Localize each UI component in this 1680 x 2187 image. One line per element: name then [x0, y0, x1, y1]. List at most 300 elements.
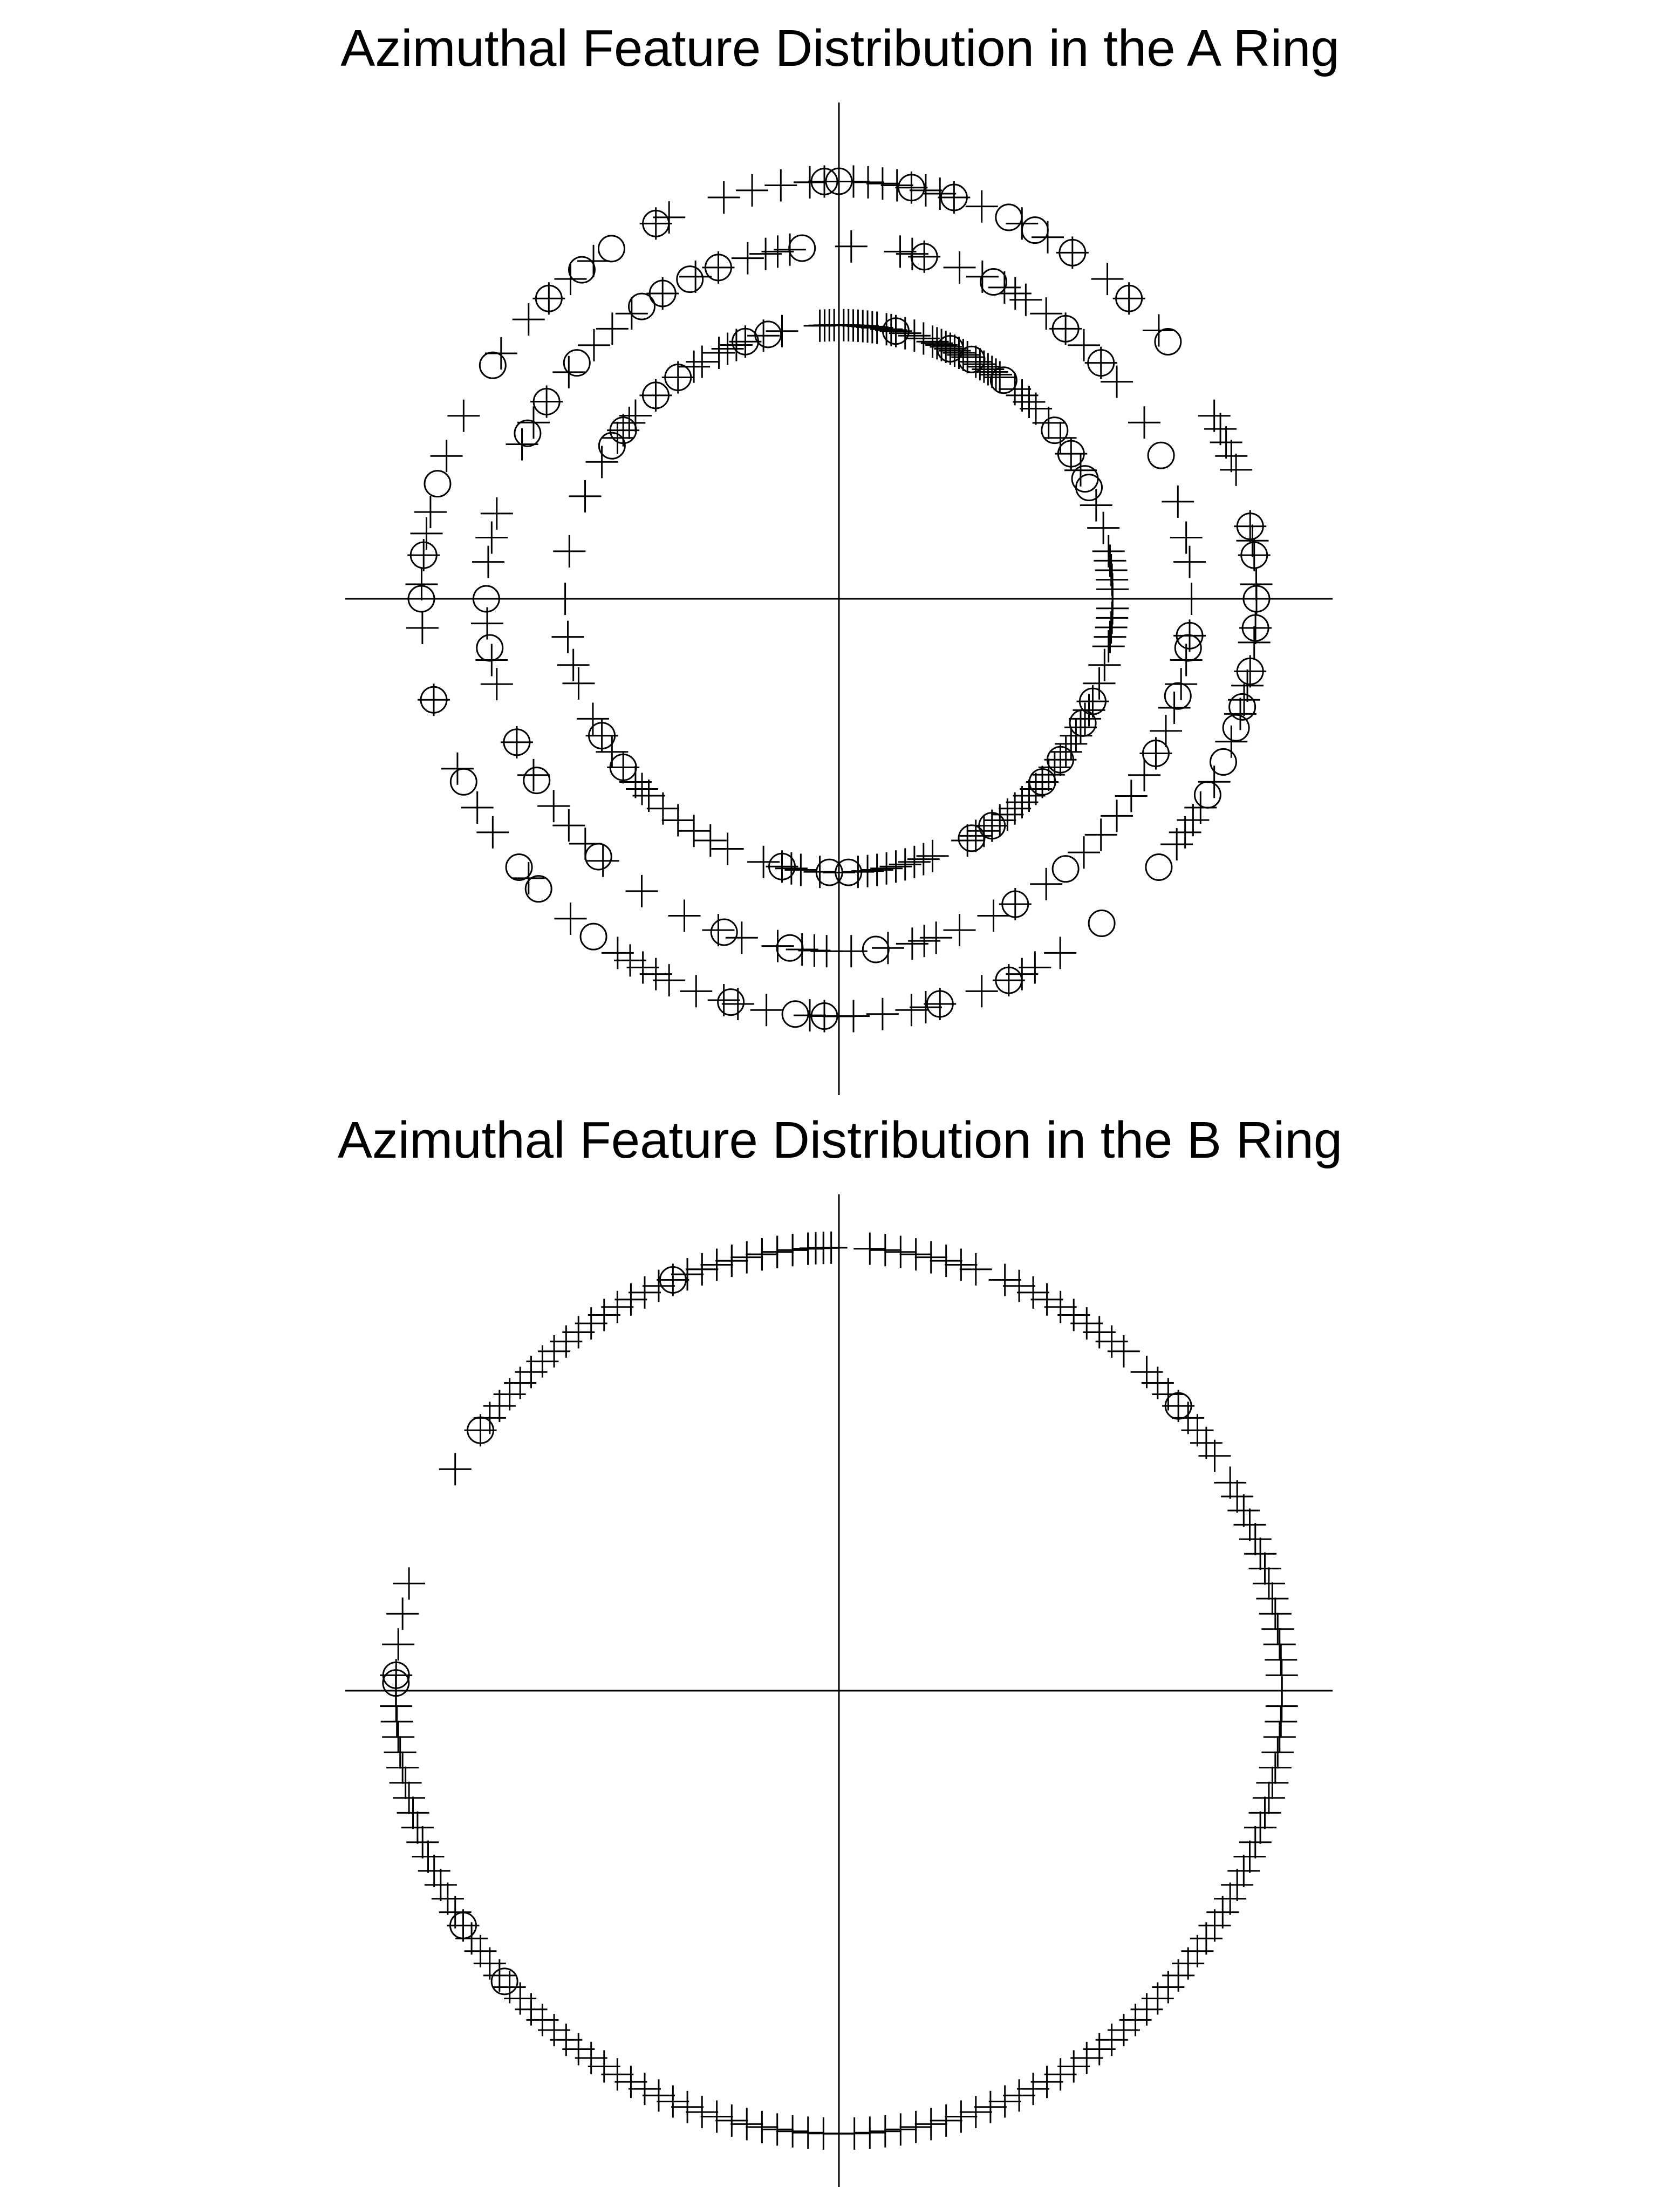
b-B-cross-marker-57 — [1256, 1767, 1288, 1799]
a-inner-cross-marker-45 — [1092, 535, 1125, 568]
a-inner-cross-marker-57 — [1083, 667, 1116, 700]
b-B-cross-marker-170 — [761, 1236, 794, 1268]
b-B-cross-marker-123 — [465, 1935, 497, 1967]
b-B-cross-marker-137 — [384, 1736, 416, 1768]
b-B-cross-marker-92 — [884, 2113, 917, 2145]
a-middle-cross-marker-18 — [1162, 486, 1194, 518]
b-B-cross-marker-130 — [412, 1841, 445, 1873]
a-outer-cross-marker-31 — [1228, 684, 1260, 716]
a-outer-circle-marker-32 — [425, 471, 450, 497]
a-outer-cross-marker-10 — [966, 190, 998, 223]
a-inner-circle-marker-8 — [1076, 475, 1102, 501]
a-inner-cross-marker-82 — [889, 848, 921, 880]
a-outer-cross-marker-13 — [1056, 236, 1089, 269]
a-inner-cross-marker-17 — [898, 319, 931, 352]
b-B-cross-marker-55 — [1261, 1736, 1294, 1768]
a-inner-cross-marker-37 — [1013, 386, 1045, 418]
a-outer-cross-marker-24 — [1238, 539, 1271, 571]
a-inner-cross-marker-23 — [934, 332, 966, 365]
a-inner-cross-marker-111 — [569, 480, 602, 512]
a-inner-cross-marker-123 — [720, 329, 753, 361]
a-outer-cross-marker-47 — [866, 998, 899, 1030]
b-B-cross-marker-60 — [1244, 1812, 1276, 1844]
a-outer-cross-marker-32 — [1224, 698, 1256, 730]
a-outer-cross-marker-80 — [653, 201, 685, 234]
a-inner-cross-marker-83 — [879, 850, 912, 883]
a-outer-cross-marker-11 — [1006, 207, 1038, 240]
a-inner-cross-marker-55 — [1092, 630, 1125, 662]
a-inner-cross-marker-53 — [1095, 611, 1128, 644]
a-outer-cross-marker-78 — [577, 245, 610, 277]
b-B-cross-marker-138 — [382, 1721, 414, 1753]
b-B-cross-marker-145 — [393, 1567, 425, 1600]
a-outer-cross-marker-33 — [1215, 726, 1247, 758]
a-middle-cross-marker-66 — [578, 329, 610, 361]
b-B-cross-marker-107 — [657, 2085, 689, 2117]
a-inner-cross-marker-104 — [586, 720, 618, 752]
a-inner-cross-marker-60 — [1069, 702, 1101, 735]
a-inner-cross-marker-84 — [870, 852, 903, 885]
a-middle-cross-marker-52 — [552, 809, 585, 842]
a-middle-circle-marker-2 — [981, 269, 1007, 295]
a-outer-cross-marker-7 — [910, 174, 942, 207]
b-B-cross-marker-168 — [730, 1241, 763, 1274]
b-B-cross-marker-93 — [869, 2115, 902, 2148]
b-B-circle-marker-2 — [491, 1969, 517, 1994]
a-outer-circle-marker-24 — [718, 989, 744, 1015]
a-outer-cross-marker-29 — [1234, 655, 1266, 687]
a-outer-cross-marker-15 — [1113, 282, 1145, 315]
a-inner-cross-marker-85 — [861, 853, 893, 886]
b-B-cross-marker-113 — [575, 2042, 607, 2074]
a-middle-cross-marker-21 — [1176, 583, 1208, 615]
a-outer-cross-marker-65 — [441, 753, 474, 785]
b-B-cross-marker-89 — [930, 2104, 962, 2137]
a-outer-cross-marker-53 — [722, 988, 754, 1020]
b-B-cross-marker-88 — [945, 2100, 977, 2133]
b-B-cross-marker-38 — [1221, 1480, 1253, 1513]
a-outer-cross-marker-82 — [736, 174, 768, 207]
b-B-cross-marker-165 — [686, 1253, 718, 1286]
a-outer-cross-marker-67 — [406, 612, 439, 644]
b-B-cross-marker-103 — [715, 2104, 748, 2137]
b-B-cross-marker-111 — [601, 2058, 633, 2090]
a-outer-circle-marker-4 — [996, 204, 1022, 230]
a-inner-circle-marker-10 — [1070, 710, 1096, 736]
a-middle-cross-marker-20 — [1173, 546, 1206, 578]
b-B-cross-marker-173 — [807, 1232, 839, 1264]
a-middle-circle-marker-18 — [477, 635, 503, 661]
a-middle-cross-marker-54 — [517, 759, 550, 791]
b-B-cross-marker-108 — [643, 2079, 675, 2111]
a-outer-cross-marker-58 — [627, 951, 659, 983]
b-B-cross-marker-156 — [562, 1316, 595, 1349]
a-outer-cross-marker-66 — [418, 684, 450, 716]
a-outer-cross-marker-64 — [461, 791, 494, 824]
b-B-cross-marker-169 — [746, 1238, 778, 1270]
b-B-cross-marker-136 — [386, 1752, 419, 1784]
b-B-cross-marker-16 — [930, 1245, 962, 1277]
b-B-cross-marker-56 — [1259, 1752, 1292, 1784]
b-B-cross-marker-53 — [1265, 1705, 1297, 1738]
b-B-cross-marker-146 — [439, 1453, 472, 1485]
a-outer-circle-marker-25 — [581, 924, 606, 949]
a-middle-cross-marker-13 — [1049, 312, 1082, 345]
a-inner-cross-marker-95 — [694, 824, 727, 857]
a-middle-cross-marker-29 — [1115, 780, 1148, 812]
a-outer-cross-marker-22 — [1234, 510, 1266, 543]
a-inner-cross-marker-56 — [1088, 649, 1121, 681]
a-outer-cross-marker-52 — [750, 994, 783, 1026]
a-inner-cross-marker-92 — [766, 850, 798, 883]
b-B-cross-marker-66 — [1206, 1896, 1239, 1929]
b-B-cross-marker-110 — [614, 2066, 647, 2098]
a-outer-circle-marker-19 — [1089, 911, 1115, 937]
b-B-cross-marker-52 — [1266, 1690, 1298, 1723]
b-B-cross-marker-62 — [1233, 1841, 1266, 1873]
b-B-cross-marker-134 — [393, 1782, 425, 1814]
b-B-cross-marker-160 — [614, 1283, 647, 1316]
a-outer-cross-marker-21 — [1220, 454, 1252, 486]
a-inner-cross-marker-69 — [1020, 773, 1052, 805]
a-inner-cross-marker-15 — [879, 315, 912, 347]
a-inner-cross-marker-54 — [1094, 621, 1126, 653]
b-B-cross-marker-87 — [960, 2096, 992, 2128]
b-B-cross-marker-42 — [1244, 1537, 1276, 1570]
b-B-cross-marker-172 — [792, 1233, 824, 1265]
a-outer-cross-marker-39 — [1044, 937, 1076, 969]
a-middle-cross-marker-15 — [1085, 347, 1117, 379]
b-B-cross-marker-144 — [386, 1597, 419, 1630]
b-B-cross-marker-125 — [447, 1909, 479, 1942]
b-B-cross-marker-158 — [588, 1298, 620, 1331]
b-B-cross-marker-143 — [382, 1628, 414, 1660]
b-B-cross-marker-84 — [1003, 2079, 1035, 2111]
a-outer-circle-marker-5 — [1022, 217, 1048, 243]
a-outer-cross-marker-8 — [924, 177, 956, 210]
b-B-cross-marker-34 — [1181, 1414, 1213, 1446]
a-outer-cross-marker-57 — [640, 958, 672, 990]
a-middle-cross-marker-60 — [475, 522, 508, 554]
b-B-cross-marker-61 — [1239, 1826, 1272, 1858]
a-middle-circle-marker-0 — [789, 235, 815, 261]
a-outer-circle-marker-36 — [598, 236, 624, 262]
a-outer-cross-marker-59 — [614, 944, 646, 976]
b-B-cross-marker-164 — [671, 1258, 704, 1290]
a-inner-cross-marker-110 — [553, 535, 585, 568]
a-inner-cross-marker-94 — [712, 833, 744, 865]
a-middle-cross-marker-0 — [732, 242, 764, 275]
b-B-cross-marker-48 — [1264, 1628, 1296, 1660]
a-inner-cross-marker-12 — [861, 312, 893, 344]
b-B-cross-marker-24 — [1057, 1298, 1090, 1331]
a-inner-cross-marker-81 — [898, 846, 931, 878]
a-middle-cross-marker-19 — [1170, 522, 1203, 554]
a-middle-circle-marker-8 — [1165, 683, 1191, 709]
a-middle-cross-marker-50 — [587, 845, 619, 877]
plot-a-ring — [0, 102, 1680, 1095]
a-outer-circle-marker-17 — [1194, 782, 1220, 808]
a-middle-cross-marker-17 — [1128, 406, 1160, 439]
b-B-cross-marker-81 — [1044, 2058, 1077, 2090]
a-middle-circle-marker-20 — [515, 420, 541, 446]
a-outer-cross-marker-6 — [895, 172, 927, 204]
a-middle-circle-marker-10 — [1053, 856, 1078, 882]
b-B-cross-marker-80 — [1057, 2051, 1090, 2083]
a-middle-cross-marker-12 — [1030, 297, 1062, 330]
a-middle-circle-marker-12 — [863, 937, 889, 962]
b-B-cross-marker-43 — [1248, 1553, 1281, 1585]
a-outer-circle-marker-18 — [1146, 855, 1172, 880]
b-B-cross-marker-49 — [1265, 1644, 1297, 1676]
b-B-cross-marker-21 — [1017, 1276, 1049, 1309]
b-B-cross-marker-98 — [792, 2116, 824, 2149]
a-middle-cross-marker-53 — [537, 790, 570, 822]
a-outer-cross-marker-5 — [881, 169, 913, 202]
a-middle-cross-marker-48 — [668, 899, 700, 932]
b-B-cross-marker-39 — [1227, 1494, 1260, 1527]
b-B-cross-marker-127 — [432, 1883, 464, 1915]
b-B-cross-marker-135 — [390, 1767, 422, 1799]
b-B-cross-marker-59 — [1248, 1796, 1281, 1829]
a-middle-circle-marker-25 — [677, 266, 703, 292]
a-middle-circle-marker-13 — [777, 935, 803, 961]
b-B-cross-marker-147 — [465, 1414, 497, 1446]
b-B-cross-marker-68 — [1190, 1922, 1223, 1954]
a-middle-circle-marker-16 — [524, 768, 550, 794]
plot-b-ring — [0, 1194, 1680, 2187]
b-B-cross-marker-63 — [1227, 1855, 1260, 1887]
b-B-cross-marker-79 — [1070, 2042, 1103, 2074]
a-inner-cross-marker-107 — [557, 649, 590, 681]
a-inner-cross-marker-90 — [784, 853, 817, 886]
a-inner-cross-marker-43 — [1080, 489, 1112, 521]
a-outer-cross-marker-44 — [924, 988, 956, 1020]
a-inner-cross-marker-42 — [1064, 454, 1097, 487]
a-middle-circle-marker-15 — [585, 844, 611, 870]
b-B-cross-marker-102 — [730, 2108, 763, 2140]
b-B-cross-marker-47 — [1261, 1613, 1294, 1645]
b-B-cross-marker-64 — [1221, 1869, 1253, 1901]
b-B-cross-marker-139 — [381, 1705, 413, 1738]
a-outer-cross-marker-46 — [895, 994, 927, 1026]
b-B-cross-marker-166 — [701, 1249, 733, 1281]
b-B-cross-marker-85 — [989, 2085, 1021, 2117]
a-outer-cross-marker-71 — [414, 496, 447, 528]
b-B-cross-marker-17 — [945, 1249, 977, 1281]
a-middle-circle-marker-14 — [711, 919, 737, 945]
b-B-cross-marker-23 — [1044, 1291, 1077, 1323]
a-middle-cross-marker-3 — [835, 230, 868, 263]
a-inner-cross-marker-79 — [917, 840, 949, 872]
b-B-cross-marker-40 — [1233, 1508, 1266, 1541]
b-B-cross-marker-129 — [418, 1855, 450, 1887]
a-inner-cross-marker-109 — [549, 583, 582, 615]
b-B-cross-marker-44 — [1253, 1567, 1285, 1600]
b-B-cross-marker-46 — [1259, 1597, 1292, 1630]
b-B-cross-marker-161 — [629, 1276, 661, 1309]
chart-title-a-ring: Azimuthal Feature Distribution in the A Ring — [340, 19, 1340, 77]
b-B-cross-marker-22 — [1031, 1283, 1063, 1316]
b-B-cross-marker-82 — [1031, 2066, 1063, 2098]
b-B-cross-marker-101 — [746, 2111, 778, 2143]
b-B-cross-marker-91 — [900, 2111, 932, 2143]
b-B-cross-marker-86 — [974, 2091, 1007, 2123]
b-B-cross-marker-90 — [915, 2108, 947, 2140]
a-outer-cross-marker-68 — [405, 568, 438, 600]
a-inner-cross-marker-44 — [1087, 512, 1119, 544]
a-outer-cross-marker-45 — [910, 991, 942, 1023]
a-inner-cross-marker-80 — [907, 843, 940, 876]
b-B-cross-marker-114 — [562, 2033, 595, 2065]
a-outer-cross-marker-73 — [447, 400, 480, 432]
a-middle-cross-marker-56 — [481, 668, 513, 700]
b-B-cross-marker-69 — [1181, 1935, 1213, 1967]
a-inner-cross-marker-93 — [747, 846, 780, 878]
b-B-cross-marker-36 — [1199, 1440, 1231, 1472]
a-outer-cross-marker-54 — [708, 984, 740, 1016]
a-inner-cross-marker-99 — [633, 780, 665, 812]
a-inner-cross-marker-52 — [1096, 602, 1128, 634]
a-middle-cross-marker-64 — [530, 386, 563, 418]
a-outer-cross-marker-26 — [1240, 583, 1273, 615]
a-middle-cross-marker-46 — [726, 921, 758, 954]
a-inner-circle-marker-14 — [959, 825, 985, 851]
b-B-cross-marker-162 — [643, 1270, 675, 1302]
b-B-cross-marker-11 — [853, 1233, 886, 1265]
a-inner-cross-marker-47 — [1095, 554, 1128, 586]
b-B-cross-marker-112 — [588, 2051, 620, 2083]
b-B-cross-marker-37 — [1214, 1466, 1246, 1499]
a-middle-cross-marker-14 — [1068, 329, 1100, 361]
a-inner-cross-marker-106 — [562, 667, 595, 700]
a-outer-cross-marker-81 — [708, 181, 740, 214]
a-middle-cross-marker-33 — [1030, 868, 1062, 900]
b-B-cross-marker-25 — [1070, 1307, 1103, 1339]
b-B-cross-marker-58 — [1253, 1782, 1285, 1814]
a-middle-cross-marker-71 — [702, 251, 734, 284]
b-B-cross-marker-109 — [629, 2073, 661, 2105]
b-B-cross-marker-14 — [900, 1238, 932, 1270]
b-B-cross-marker-15 — [915, 1241, 947, 1274]
a-outer-cross-marker-83 — [764, 169, 797, 202]
a-outer-cross-marker-69 — [407, 539, 440, 571]
a-middle-cross-marker-55 — [501, 726, 533, 758]
b-B-cross-marker-35 — [1190, 1427, 1223, 1459]
a-inner-cross-marker-89 — [804, 856, 836, 888]
b-B-cross-marker-12 — [869, 1234, 902, 1266]
a-outer-cross-marker-41 — [1006, 958, 1038, 990]
b-B-cross-marker-106 — [671, 2091, 704, 2123]
b-B-cross-marker-104 — [701, 2100, 733, 2133]
a-middle-cross-marker-31 — [1085, 818, 1117, 851]
a-inner-circle-marker-5 — [1042, 418, 1068, 443]
b-B-cross-marker-67 — [1199, 1909, 1231, 1942]
a-outer-cross-marker-40 — [1019, 951, 1051, 983]
a-inner-cross-marker-18 — [907, 322, 940, 354]
a-inner-cross-marker-114 — [607, 414, 639, 447]
a-inner-cross-marker-59 — [1073, 694, 1105, 726]
a-inner-cross-marker-112 — [586, 446, 618, 478]
a-inner-cross-marker-126 — [766, 315, 798, 347]
b-B-cross-marker-171 — [776, 1234, 809, 1266]
b-B-cross-marker-54 — [1264, 1721, 1296, 1753]
a-middle-cross-marker-70 — [679, 261, 712, 293]
a-outer-cross-marker-4 — [866, 167, 899, 200]
a-outer-cross-marker-16 — [1143, 314, 1175, 346]
a-outer-cross-marker-9 — [938, 181, 970, 214]
a-middle-cross-marker-59 — [472, 546, 504, 578]
b-B-cross-marker-18 — [960, 1253, 992, 1286]
a-inner-cross-marker-77 — [960, 819, 992, 852]
a-inner-cross-marker-108 — [552, 621, 584, 653]
b-B-cross-marker-19 — [989, 1264, 1021, 1296]
b-B-cross-marker-100 — [761, 2113, 794, 2145]
a-middle-cross-marker-16 — [1101, 366, 1133, 398]
b-B-cross-marker-167 — [715, 1245, 748, 1277]
a-middle-cross-marker-67 — [596, 312, 629, 345]
b-B-cross-marker-13 — [884, 1236, 917, 1268]
b-B-cross-marker-105 — [686, 2096, 718, 2128]
a-middle-cross-marker-26 — [1150, 715, 1182, 747]
a-outer-cross-marker-62 — [513, 862, 545, 894]
b-B-cross-marker-45 — [1256, 1582, 1288, 1615]
b-B-cross-marker-97 — [807, 2117, 839, 2150]
b-B-cross-marker-128 — [425, 1869, 457, 1901]
b-B-cross-marker-159 — [601, 1291, 633, 1323]
a-outer-cross-marker-79 — [640, 207, 672, 240]
a-middle-cross-marker-49 — [626, 875, 658, 907]
axes-b-ring — [345, 1194, 1333, 2187]
a-middle-cross-marker-30 — [1101, 799, 1133, 832]
b-B-cross-marker-83 — [1017, 2073, 1049, 2105]
a-middle-cross-marker-32 — [1068, 836, 1100, 869]
a-inner-cross-marker-36 — [1006, 379, 1039, 412]
b-B-cross-marker-131 — [406, 1826, 439, 1858]
a-middle-cross-marker-47 — [702, 914, 734, 946]
b-B-cross-marker-41 — [1239, 1523, 1272, 1555]
a-outer-cross-marker-63 — [476, 816, 509, 849]
a-inner-circle-marker-0 — [755, 322, 781, 347]
a-outer-cross-marker-30 — [1231, 669, 1264, 702]
a-outer-circle-marker-26 — [525, 876, 551, 902]
chart-title-b-ring: Azimuthal Feature Distribution in the B Ring — [337, 1111, 1343, 1169]
b-B-cross-marker-99 — [776, 2115, 809, 2148]
a-inner-cross-marker-46 — [1094, 544, 1126, 577]
a-inner-cross-marker-22 — [930, 331, 962, 363]
b-B-cross-marker-78 — [1083, 2033, 1116, 2065]
b-B-cross-marker-65 — [1214, 1883, 1246, 1915]
a-middle-circle-marker-5 — [1148, 442, 1174, 468]
a-inner-cross-marker-105 — [577, 702, 609, 735]
a-outer-circle-marker-16 — [1210, 749, 1236, 775]
a-inner-cross-marker-122 — [712, 332, 744, 365]
a-middle-cross-marker-7 — [944, 251, 976, 284]
a-outer-cross-marker-27 — [1239, 612, 1272, 644]
a-outer-circle-marker-28 — [450, 769, 476, 795]
b-B-cross-marker-163 — [657, 1264, 689, 1296]
a-outer-cross-marker-3 — [852, 166, 884, 199]
b-B-cross-marker-20 — [1003, 1270, 1035, 1302]
a-outer-cross-marker-72 — [431, 440, 463, 472]
b-B-cross-marker-157 — [575, 1307, 607, 1339]
a-middle-cross-marker-69 — [646, 277, 679, 310]
b-B-cross-marker-133 — [397, 1796, 429, 1829]
a-outer-cross-marker-76 — [532, 282, 565, 315]
b-B-cross-marker-132 — [401, 1812, 434, 1844]
a-outer-circle-marker-23 — [782, 1001, 808, 1027]
a-outer-cross-marker-36 — [1177, 804, 1209, 836]
